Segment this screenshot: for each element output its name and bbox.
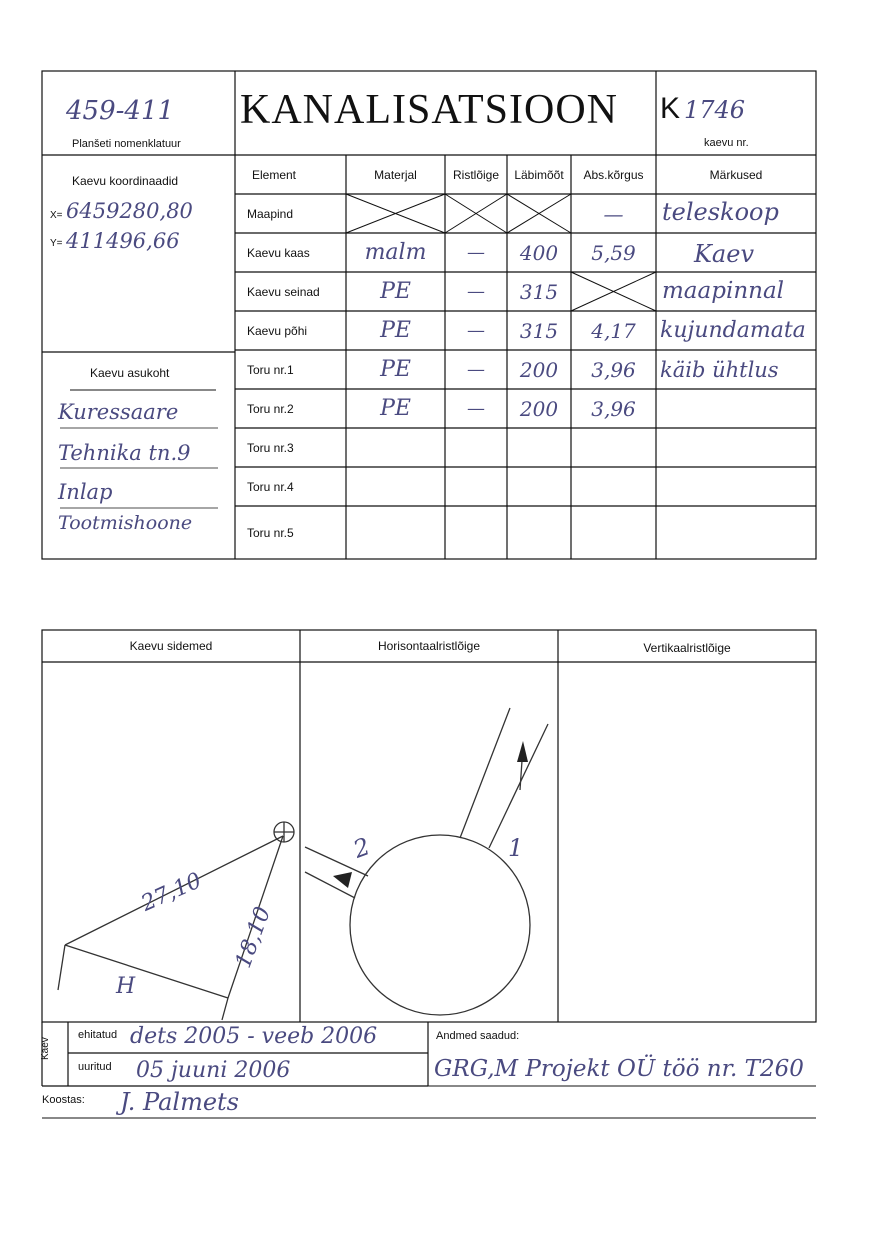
row-element-label: Toru nr.4 — [247, 479, 294, 494]
cell-material: PE — [380, 396, 411, 421]
location-line: Kuressaare — [58, 400, 179, 424]
y-coordinate: 411496,66 — [66, 229, 180, 253]
pipe-label: 1 — [508, 834, 524, 862]
row-element-label: Toru nr.5 — [247, 525, 294, 540]
cell-diameter: 400 — [519, 240, 559, 265]
col-header-cross-section: Ristlõige — [452, 167, 500, 182]
cell-remarks: Kaev — [694, 240, 754, 268]
compiler-value: J. Palmets — [120, 1088, 239, 1116]
col-header-diameter: Läbimõõt — [514, 167, 564, 182]
col-header-material: Materjal — [374, 167, 417, 182]
cell-material: malm — [364, 240, 427, 265]
coordinates-label: Kaevu koordinaadid — [72, 174, 179, 188]
location-line: Inlap — [58, 480, 113, 504]
col-header-remarks: Märkused — [709, 167, 763, 182]
pipe-label: 2 — [349, 832, 374, 864]
well-number: 1746 — [684, 96, 746, 124]
horizontal-section-header: Horisontaalristlõige — [377, 639, 481, 653]
distance-label: 18,10 — [230, 903, 277, 972]
col-header-abs-height: Abs.kõrgus — [583, 167, 644, 182]
y-prefix: Y= — [50, 238, 63, 249]
cell-abs-height: 3,96 — [591, 357, 636, 382]
row-element-label: Toru nr.2 — [247, 401, 294, 416]
surveyed-label: uuritud — [78, 1061, 112, 1073]
x-prefix: X= — [50, 210, 63, 221]
cell-abs-height: — — [603, 201, 624, 226]
well-side-label: Kaev — [40, 1037, 51, 1060]
cell-cross-section: — — [467, 320, 485, 341]
source-value: GRG,M Projekt OÜ töö nr. T260 — [434, 1056, 804, 1082]
cell-material: PE — [380, 357, 411, 382]
well-prefix: K — [660, 92, 681, 125]
row-element-label: Toru nr.3 — [247, 440, 294, 455]
nomenclature-label: Planšeti nomenklatuur — [72, 138, 181, 150]
cell-material: PE — [380, 279, 411, 304]
cell-abs-height: 5,59 — [591, 240, 636, 265]
flow-arrow-1 — [517, 741, 528, 762]
cell-diameter: 200 — [519, 396, 559, 421]
cell-material: PE — [380, 318, 411, 343]
cell-diameter: 315 — [519, 318, 559, 343]
row-element-label: Toru nr.1 — [247, 362, 294, 377]
built-label: ehitatud — [78, 1029, 118, 1041]
cell-cross-section: — — [467, 242, 485, 263]
cell-remarks: kujundamata — [660, 318, 806, 343]
cell-abs-height: 3,96 — [591, 396, 636, 421]
distance-label: 27,10 — [137, 868, 206, 917]
x-coordinate: 6459280,80 — [66, 199, 193, 223]
col-header-element: Element — [251, 167, 297, 182]
ties-header: Kaevu sidemed — [129, 639, 213, 653]
cell-abs-height: 4,17 — [591, 318, 636, 343]
cell-diameter: 315 — [519, 279, 559, 304]
flow-arrow-2 — [333, 872, 352, 888]
row-element-label: Kaevu kaas — [247, 245, 310, 260]
well-number-label: kaevu nr. — [704, 137, 749, 149]
cell-remarks: maapinnal — [662, 278, 785, 304]
row-element-label: Kaevu seinad — [247, 284, 320, 299]
cell-cross-section: — — [467, 281, 485, 302]
cell-remarks: teleskoop — [662, 198, 779, 226]
built-value: dets 2005 - veeb 2006 — [130, 1024, 378, 1049]
cell-cross-section: — — [467, 398, 485, 419]
location-label: Kaevu asukoht — [90, 366, 170, 380]
compiler-label: Koostas: — [42, 1094, 85, 1106]
surveyed-value: 05 juuni 2006 — [136, 1058, 291, 1083]
row-element-label: Kaevu põhi — [247, 323, 308, 338]
vertical-section-header: Vertikaalristlõige — [643, 641, 731, 655]
nomenclature-value: 459-411 — [66, 96, 175, 126]
location-line: Tootmishoone — [58, 512, 193, 534]
row-element-label: Maapind — [247, 206, 294, 221]
side-label: H — [116, 974, 136, 999]
cell-diameter: 200 — [519, 357, 559, 382]
cell-remarks: käib ühtlus — [660, 358, 779, 382]
location-line: Tehnika tn.9 — [58, 441, 191, 465]
page-title: KANALISATSIOON — [240, 87, 618, 133]
cell-cross-section: — — [467, 359, 485, 380]
source-label: Andmed saadud: — [436, 1030, 520, 1042]
